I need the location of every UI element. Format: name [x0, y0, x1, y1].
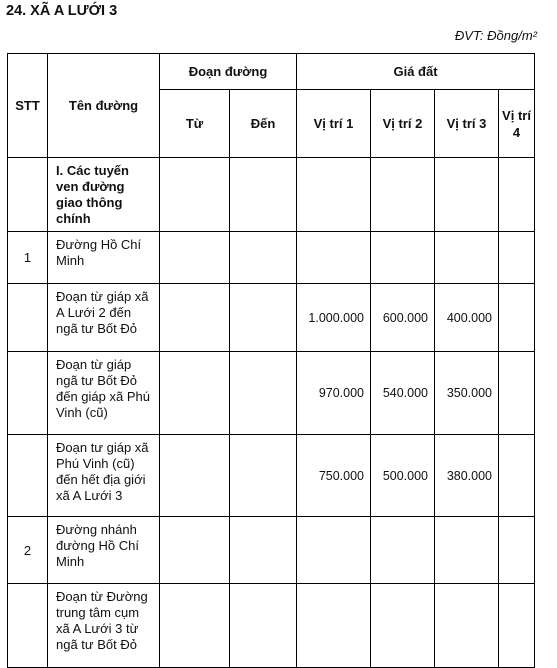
row-price-1: [297, 232, 371, 284]
row-name: Đoạn từ giáp xã A Lưới 2 đến ngã tư Bốt Đỏ: [48, 284, 160, 352]
header-doan-duong: Đoạn đường: [160, 54, 297, 90]
row-den: [230, 158, 297, 232]
table-row: [8, 584, 535, 668]
row-price-4: [499, 435, 535, 517]
row-stt: [8, 584, 48, 668]
land-price-table: [7, 53, 535, 668]
row-price-4: [499, 352, 535, 435]
header-den: Đến: [230, 90, 297, 158]
row-stt: [8, 284, 48, 352]
row-price-1: [297, 584, 371, 668]
row-price-3: 380.000: [435, 435, 499, 517]
row-price-4: [499, 284, 535, 352]
header-vi-tri-2: Vị trí 2: [371, 90, 435, 158]
row-price-2: [371, 584, 435, 668]
row-stt: [8, 352, 48, 435]
row-name: I. Các tuyến ven đường giao thông chính: [48, 158, 160, 232]
row-price-3: 400.000: [435, 284, 499, 352]
unit-label: ĐVT: Đồng/m²: [454, 28, 537, 43]
row-den: [230, 584, 297, 668]
row-den: [230, 517, 297, 584]
row-tu: [160, 232, 230, 284]
row-price-4: [499, 517, 535, 584]
header-vi-tri-3: Vị trí 3: [435, 90, 499, 158]
row-price-2: [371, 517, 435, 584]
row-tu: [160, 284, 230, 352]
header-tu: Từ: [160, 90, 230, 158]
row-price-4: [499, 158, 535, 232]
page-heading: 24. XÃ A LƯỚI 3: [6, 3, 118, 19]
row-price-2: [371, 232, 435, 284]
header-gia-dat: Giá đất: [297, 54, 535, 90]
row-price-1: 1.000.000: [297, 284, 371, 352]
header-vi-tri-1: Vị trí 1: [297, 90, 371, 158]
header-vi-tri-4: Vị trí 4: [499, 90, 535, 158]
row-stt: [8, 158, 48, 232]
row-name: Đường nhánh đường Hồ Chí Minh: [48, 517, 160, 584]
row-price-1: 750.000: [297, 435, 371, 517]
row-tu: [160, 517, 230, 584]
row-price-3: [435, 517, 499, 584]
row-price-2: [371, 158, 435, 232]
row-price-1: 970.000: [297, 352, 371, 435]
row-name: Đoạn tư giáp xã Phú Vinh (cũ) đến hết địa giới xã A Lưới 3: [48, 435, 160, 517]
row-price-1: [297, 517, 371, 584]
row-price-4: [499, 232, 535, 284]
row-den: [230, 435, 297, 517]
row-price-2: 600.000: [371, 284, 435, 352]
row-den: [230, 232, 297, 284]
header-ten-duong: Tên đường: [48, 54, 160, 158]
row-tu: [160, 352, 230, 435]
row-den: [230, 284, 297, 352]
row-stt: 2: [8, 517, 48, 584]
row-tu: [160, 435, 230, 517]
row-price-3: [435, 232, 499, 284]
row-tu: [160, 158, 230, 232]
table-row: [8, 352, 535, 435]
row-name: Đoạn từ giáp ngã tư Bốt Đỏ đến giáp xã Phú Vinh (cũ): [48, 352, 160, 435]
row-name: Đoạn từ Đường trung tâm cụm xã A Lưới 3 từ ngã tư Bốt Đỏ: [48, 584, 160, 668]
row-den: [230, 352, 297, 435]
row-name: Đường Hồ Chí Minh: [48, 232, 160, 284]
header-stt: STT: [8, 54, 48, 158]
table-row: [8, 158, 535, 232]
row-tu: [160, 584, 230, 668]
row-price-3: [435, 584, 499, 668]
table-row: [8, 517, 535, 584]
row-stt: 1: [8, 232, 48, 284]
row-price-3: 350.000: [435, 352, 499, 435]
row-price-3: [435, 158, 499, 232]
row-stt: [8, 435, 48, 517]
row-price-1: [297, 158, 371, 232]
table-row: [8, 435, 535, 517]
row-price-4: [499, 584, 535, 668]
row-price-2: 540.000: [371, 352, 435, 435]
table-row: [8, 284, 535, 352]
row-price-2: 500.000: [371, 435, 435, 517]
table-row: [8, 232, 535, 284]
